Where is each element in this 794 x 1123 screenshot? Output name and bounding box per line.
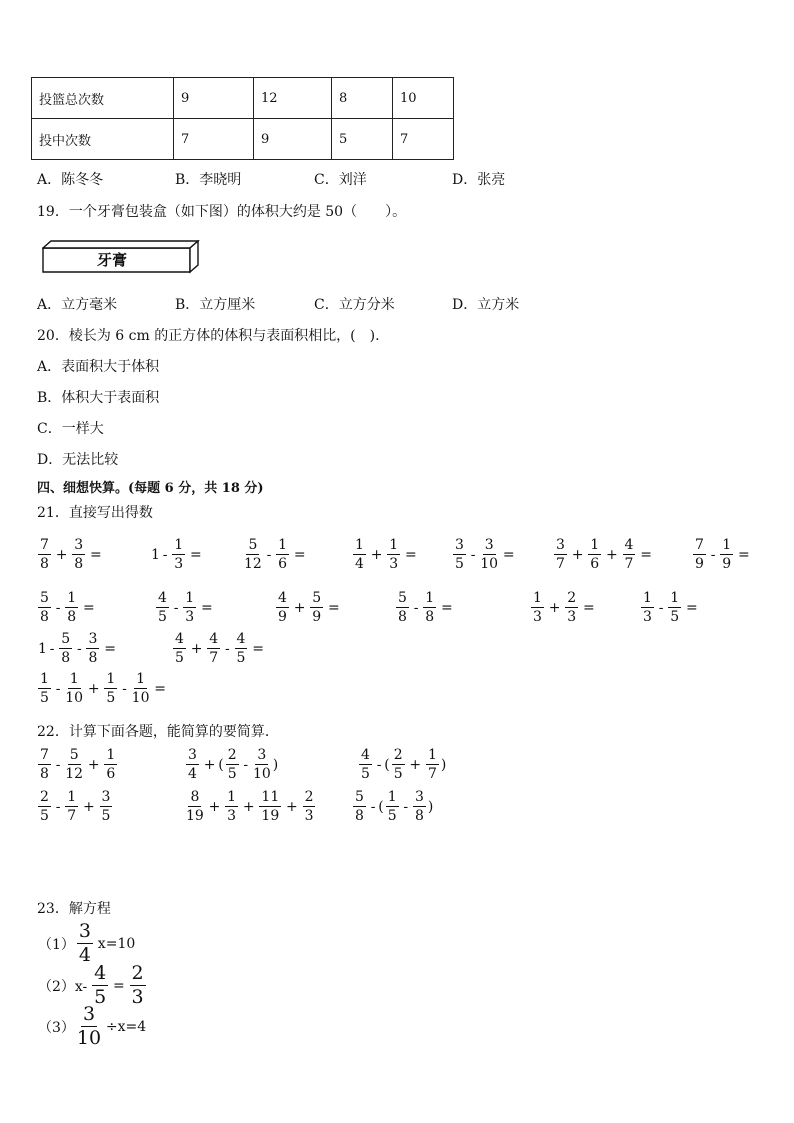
table-cell: 7 (174, 119, 254, 160)
fraction: $\frac{2}{3}$ (304, 789, 314, 824)
fraction: $\frac{1}{3}$ (643, 590, 652, 625)
option-b[interactable]: B．李晓明 (175, 172, 242, 188)
option-c[interactable]: C．立方分米 (314, 297, 395, 313)
table-cell: 投篮总次数 (32, 78, 174, 119)
fraction: $\frac{3}{10}$ (252, 747, 271, 782)
fraction: $\frac{5}{8}$ (398, 590, 407, 625)
fraction: $\frac{2}{3}$ (131, 962, 144, 1008)
oral-calc-item: $\frac{7}{8}$ + $\frac{3}{8}$ = (40, 537, 102, 572)
fraction: $\frac{3}{4}$ (78, 920, 92, 966)
option-a[interactable]: A．陈冬冬 (37, 172, 104, 188)
fraction: $\frac{3}{7}$ (556, 537, 565, 572)
calc-item: $\frac{5}{8}$ - ( $\frac{1}{5}$ - $\frac{3}{8}$ ) (355, 789, 434, 824)
fraction: $\frac{4}{7}$ (209, 631, 219, 666)
fraction: $\frac{3}{8}$ (74, 537, 84, 572)
oral-calc-item: $\frac{1}{3}$ - $\frac{1}{5}$ = (643, 590, 698, 625)
fraction: $\frac{1}{3}$ (533, 590, 542, 625)
fraction: $\frac{7}{8}$ (40, 747, 49, 782)
oral-calc-item: $\frac{1}{4}$ + $\frac{1}{3}$ = (355, 537, 417, 572)
oral-calc-item: $\frac{5}{8}$ - $\frac{1}{8}$ = (40, 590, 95, 625)
fraction: $\frac{1}{3}$ (389, 537, 399, 572)
option-b[interactable]: B．体积大于表面积 (37, 390, 160, 406)
question-20: 20．棱长为 6 cm 的正方体的体积与表面积相比，( ). (37, 328, 380, 344)
table-cell: 9 (254, 119, 332, 160)
equation-item: （1） $\frac{3}{4}$ x=10 (38, 920, 136, 966)
equation-item: （3） $\frac{3}{10}$ ÷x=4 (38, 1003, 147, 1049)
fraction: $\frac{1}{10}$ (131, 671, 150, 706)
fraction: $\frac{1}{6}$ (590, 537, 600, 572)
fraction: $\frac{11}{19}$ (261, 789, 280, 824)
fraction: $\frac{4}{5}$ (236, 631, 246, 666)
option-d[interactable]: D．无法比较 (37, 452, 119, 468)
fraction: $\frac{1}{4}$ (355, 537, 364, 572)
table-row (32, 78, 454, 119)
oral-calc-item: 1 - $\frac{5}{8}$ - $\frac{3}{8}$ = (38, 631, 116, 666)
fraction: $\frac{7}{9}$ (695, 537, 704, 572)
option-c[interactable]: C．一样大 (37, 421, 104, 437)
fraction: $\frac{4}{5}$ (94, 962, 107, 1008)
fraction: $\frac{1}{5}$ (106, 671, 116, 706)
fraction: $\frac{8}{19}$ (186, 789, 204, 824)
option-a[interactable]: A．表面积大于体积 (37, 359, 160, 375)
fraction: $\frac{2}{3}$ (567, 590, 577, 625)
question-23: 23．解方程 (37, 901, 111, 917)
option-c[interactable]: C．刘洋 (314, 172, 367, 188)
fraction: $\frac{3}{10}$ (76, 1003, 102, 1049)
oral-calc-item: 1 - $\frac{1}{3}$ = (151, 537, 202, 572)
oral-calc-item: $\frac{4}{9}$ + $\frac{5}{9}$ = (278, 590, 340, 625)
oral-calc-item: $\frac{4}{5}$ + $\frac{4}{7}$ - $\frac{4}{5}$ = (175, 631, 264, 666)
question-21: 21．直接写出得数 (37, 505, 153, 521)
table-cell: 5 (332, 119, 393, 160)
fraction: $\frac{1}{8}$ (425, 590, 435, 625)
calc-item: $\frac{2}{5}$ - $\frac{1}{7}$ + $\frac{3}{5}$ (40, 789, 111, 824)
fraction: $\frac{5}{8}$ (61, 631, 71, 666)
fraction: $\frac{1}{8}$ (67, 590, 77, 625)
oral-calc-item: $\frac{5}{8}$ - $\frac{1}{8}$ = (398, 590, 453, 625)
fraction: $\frac{1}{7}$ (427, 747, 437, 782)
fraction: $\frac{3}{8}$ (414, 789, 424, 824)
fraction: $\frac{1}{6}$ (106, 747, 116, 782)
fraction: $\frac{4}{7}$ (624, 537, 634, 572)
table-row (32, 119, 454, 160)
fraction: $\frac{3}{5}$ (101, 789, 111, 824)
oral-calc-item: $\frac{1}{5}$ - $\frac{1}{10}$ + $\frac{1}{5}$ - $\frac{1}{10}$ = (40, 671, 167, 706)
equation-item: （2）x- $\frac{4}{5}$ = $\frac{2}{3}$ (38, 962, 144, 1008)
fraction: $\frac{3}{4}$ (188, 747, 197, 782)
fraction: $\frac{5}{12}$ (65, 747, 84, 782)
fraction: $\frac{3}{5}$ (455, 537, 464, 572)
fraction: $\frac{3}{10}$ (480, 537, 499, 572)
table-cell: 10 (393, 78, 454, 119)
fraction: $\frac{1}{9}$ (722, 537, 732, 572)
fraction: $\frac{2}{5}$ (40, 789, 49, 824)
fraction: $\frac{5}{9}$ (312, 590, 322, 625)
oral-calc-item: $\frac{3}{5}$ - $\frac{3}{10}$ = (455, 537, 515, 572)
fraction: $\frac{2}{5}$ (227, 747, 237, 782)
question-19: 19．一个牙膏包装盒（如下图）的体积大约是 50（ ）。 (37, 204, 407, 220)
table-cell: 投中次数 (32, 119, 174, 160)
fraction: $\frac{1}{3}$ (174, 537, 184, 572)
table-cell: 12 (254, 78, 332, 119)
fraction: $\frac{7}{8}$ (40, 537, 49, 572)
fraction: $\frac{2}{5}$ (393, 747, 403, 782)
toothpaste-box-figure (42, 240, 202, 278)
box-label: 牙膏 (97, 251, 128, 269)
oral-calc-item: $\frac{4}{5}$ - $\frac{1}{3}$ = (158, 590, 213, 625)
fraction: $\frac{1}{6}$ (278, 537, 288, 572)
fraction: $\frac{1}{10}$ (65, 671, 84, 706)
oral-calc-item: $\frac{7}{9}$ - $\frac{1}{9}$ = (695, 537, 750, 572)
fraction: $\frac{4}{5}$ (175, 631, 184, 666)
calc-item: $\frac{8}{19}$ + $\frac{1}{3}$ + $\frac{11}{19}$ + $\frac{2}{3}$ (186, 789, 314, 824)
option-d[interactable]: D．立方米 (452, 297, 520, 313)
fraction: $\frac{1}{7}$ (67, 789, 77, 824)
fraction: $\frac{5}{8}$ (355, 789, 364, 824)
fraction: $\frac{4}{9}$ (278, 590, 287, 625)
fraction: $\frac{1}{5}$ (670, 590, 680, 625)
fraction: $\frac{1}{5}$ (387, 789, 397, 824)
calc-item: $\frac{4}{5}$ - ( $\frac{2}{5}$ + $\frac{1}{7}$ ) (361, 747, 447, 782)
fraction: $\frac{4}{5}$ (361, 747, 370, 782)
calc-item: $\frac{3}{4}$ + ( $\frac{2}{5}$ - $\frac{3}{10}$ ) (188, 747, 279, 782)
oral-calc-item: $\frac{3}{7}$ + $\frac{1}{6}$ + $\frac{4}{7}$ = (556, 537, 652, 572)
fraction: $\frac{1}{3}$ (185, 590, 195, 625)
section-heading: 四、细想快算。(每题 6 分，共 18 分) (37, 481, 264, 496)
table-cell: 8 (332, 78, 393, 119)
oral-calc-item: $\frac{1}{3}$ + $\frac{2}{3}$ = (533, 590, 595, 625)
calc-item: $\frac{7}{8}$ - $\frac{5}{12}$ + $\frac{1}{6}$ (40, 747, 116, 782)
fraction: $\frac{5}{12}$ (244, 537, 262, 572)
shooting-table (31, 77, 454, 160)
oral-calc-item: $\frac{5}{12}$ - $\frac{1}{6}$ = (244, 537, 306, 572)
option-d[interactable]: D．张亮 (452, 172, 506, 188)
option-b[interactable]: B．立方厘米 (175, 297, 256, 313)
option-a[interactable]: A．立方毫米 (37, 297, 118, 313)
fraction: $\frac{4}{5}$ (158, 590, 167, 625)
fraction: $\frac{5}{8}$ (40, 590, 49, 625)
fraction: $\frac{1}{3}$ (227, 789, 237, 824)
fraction: $\frac{1}{5}$ (40, 671, 49, 706)
table-cell: 7 (393, 119, 454, 160)
table-cell: 9 (174, 78, 254, 119)
question-22: 22．计算下面各题，能简算的要简算． (37, 724, 279, 740)
fraction: $\frac{3}{8}$ (88, 631, 98, 666)
